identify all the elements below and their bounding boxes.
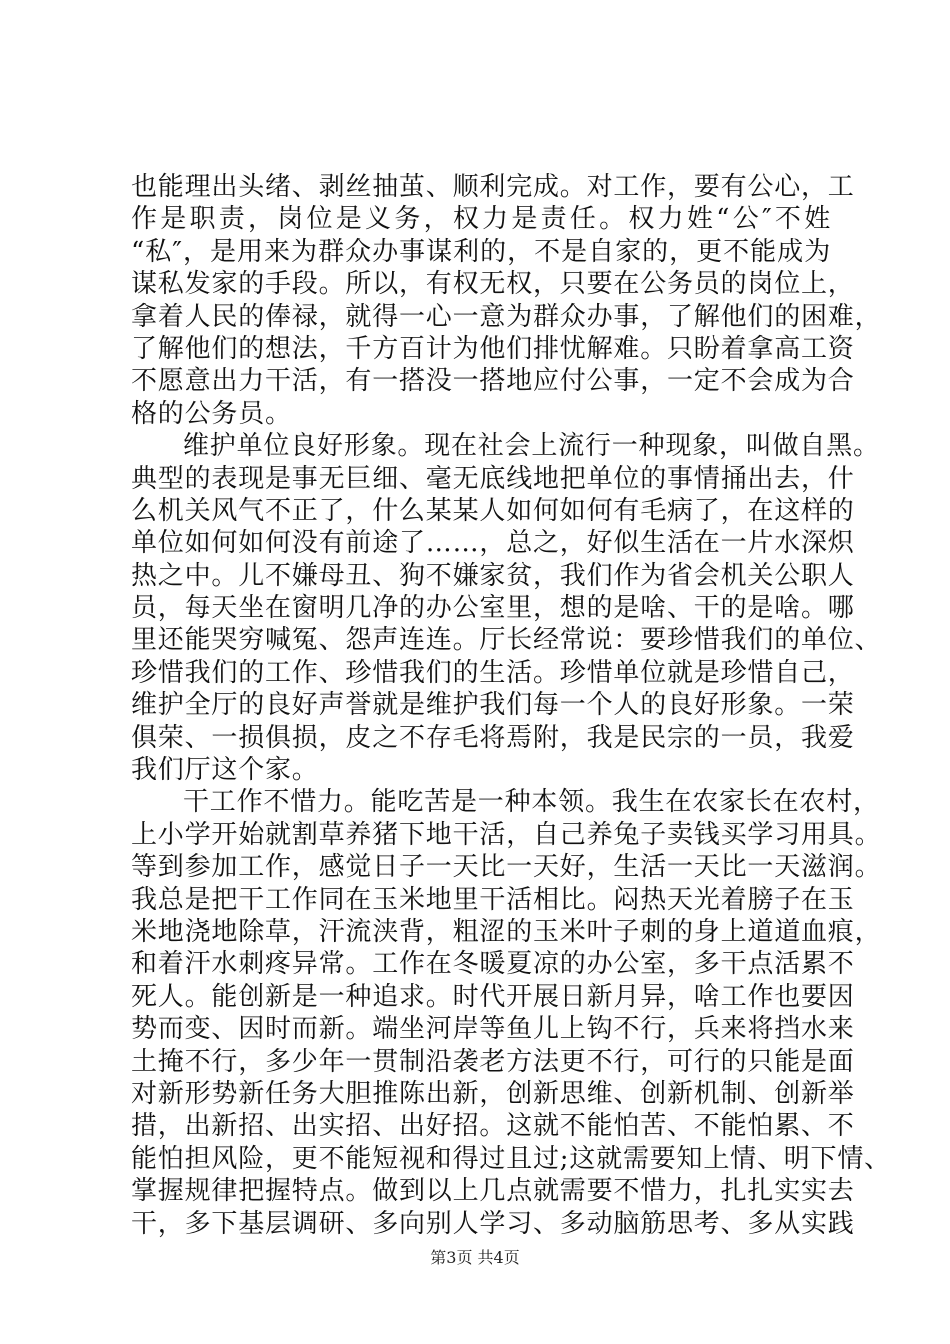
text-line: 也能理出头绪、剥丝抽茧、顺利完成。对工作，要有公心，工 — [131, 172, 855, 202]
text-line: 谋私发家的手段。所以，有权无权，只要在公务员的岗位上， — [131, 269, 855, 300]
text-line: 对新形势新任务大胆推陈出新，创新思维、创新机制、创新举 — [131, 1078, 855, 1109]
text-line: “私″，是用来为群众办事谋利的，不是自家的，更不能成为 — [131, 236, 831, 267]
text-line: 能怕担风险，更不能短视和得过且过;这就需要知上情、明下情、 — [131, 1143, 891, 1174]
paragraph — [131, 171, 882, 430]
text-line: 等到参加工作，感觉日子一天比一天好，生活一天比一天滋润。 — [131, 852, 882, 883]
text-line: 里还能哭穷喊冤、怨声连连。厅长经常说：要珍惜我们的单位、 — [131, 625, 882, 656]
text-line: 死人。能创新是一种追求。时代开展日新月异，啥工作也要因 — [131, 981, 855, 1012]
text-line: 员，每天坐在窗明几净的办公室里，想的是啥、干的是啥。哪 — [131, 593, 855, 624]
text-line: 和着汗水刺疼异常。工作在冬暖夏凉的办公室，多干点活累不 — [131, 949, 855, 980]
text-line: 热之中。儿不嫌母丑、狗不嫌家贫，我们作为省会机关公职人 — [131, 560, 855, 591]
text-line: 维护单位良好形象。现在社会上流行一种现象，叫做自黑。 — [183, 431, 880, 462]
text-line: 格的公务员。 — [131, 398, 292, 429]
text-line: 米地浇地除草，汗流浃背，粗涩的玉米叶子刺的身上道道血痕， — [131, 916, 882, 947]
text-line: 拿着人民的俸禄，就得一心一意为群众办事，了解他们的困难， — [131, 301, 882, 332]
text-line: 措，出新招、出实招、出好招。这就不能怕苦、不能怕累、不 — [131, 1111, 855, 1142]
text-line: 么机关风气不正了，什么某某人如何如何有毛病了，在这样的 — [131, 495, 855, 526]
paragraph — [131, 430, 882, 786]
text-line: 干工作不惜力。能吃苦是一种本领。我生在农家长在农村， — [183, 787, 880, 818]
document-body — [131, 171, 891, 1240]
text-line: 势而变、因时而新。端坐河岸等鱼儿上钩不行，兵来将挡水来 — [131, 1014, 855, 1045]
text-line: 维护全厅的良好声誉就是维护我们每一个人的良好形象。一荣 — [131, 690, 855, 721]
text-line: 上小学开始就割草养猪下地干活，自己养兔子卖钱买学习用具。 — [131, 819, 882, 850]
text-line: 掌握规律把握特点。做到以上几点就需要不惜力，扎扎实实去 — [131, 1176, 855, 1207]
text-line: 作是职责，岗位是义务，权力是责任。权力姓“公″不姓 — [131, 204, 831, 235]
text-line: 我总是把干工作同在玉米地里干活相比。闷热天光着膀子在玉 — [131, 884, 855, 915]
text-line: 我们厅这个家。 — [131, 755, 319, 786]
text-line: 珍惜我们的工作、珍惜我们的生活。珍惜单位就是珍惜自己， — [131, 657, 855, 688]
text-line: 了解他们的想法，千方百计为他们排忧解难。只盼着拿高工资 — [131, 333, 855, 364]
text-line: 单位如何如何没有前途了……，总之，好似生活在一片水深炽 — [131, 528, 855, 559]
text-line: 典型的表现是事无巨细、毫无底线地把单位的事情捅出去，什 — [131, 463, 855, 494]
paragraph — [131, 786, 891, 1239]
text-line: 干，多下基层调研、多向别人学习、多动脑筋思考、多从实践 — [131, 1208, 855, 1239]
text-line: 不愿意出力干活，有一搭没一搭地应付公事，一定不会成为合 — [131, 366, 855, 397]
text-line: 俱荣、一损俱损，皮之不存毛将焉附，我是民宗的一员，我爱 — [131, 722, 855, 753]
text-line: 土掩不行，多少年一贯制沿袭老方法更不行，可行的只能是面 — [131, 1046, 855, 1077]
page-footer: 第3页 共4页 — [430, 1248, 520, 1267]
